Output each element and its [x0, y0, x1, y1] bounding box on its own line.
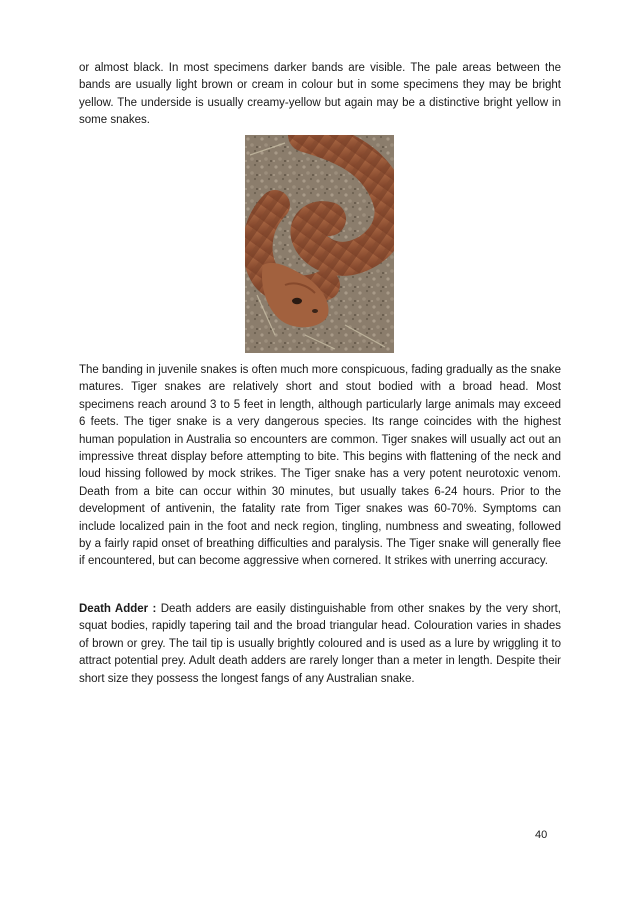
page-number: 40	[535, 829, 548, 841]
paragraph-intro: or almost black. In most specimens darker bands are visible. The pale areas between the bands are usually light brown or cream in colour but in some specimens they may be bright yellow. The underside is usually creamy-yellow but again may be a distinctive bright yellow in some snakes.	[79, 62, 561, 127]
paragraph-tiger-snake: The banding in juvenile snakes is often much more conspicuous, fading gradually as the snake matures. Tiger snakes are relatively short and stout bodied with a broad head. Most specimens reach around 3 to 5 feet in length, although particularly large animals may exceed 6 feets. The tiger snake is a very dangerous species. Its range coincides with the highest human population in Australia so encounters are common. Tiger snakes will usually act out an impressive threat display before attempting to bite. This begins with flattening of the neck and loud hissing followed by mock strikes. The Tiger snake has a very potent neurotoxic venom. Death from a bite can occur within 30 minutes, but usually takes 6-24 hours. Prior to the development of antivenin, the fatality rate from Tiger snakes was 60-70%. Symptoms can include localized pain in the foot and neck region, tingling, numbness and sweating, followed by a fairly rapid onset of breathing difficulties and paralysis. The Tiger snake will generally flee if encountered, but can become aggressive when cornered. It strikes with unerring accuracy.	[79, 364, 562, 568]
death-adder-heading: Death Adder :	[79, 603, 157, 615]
paragraph-death-adder	[79, 601, 561, 688]
snake-photo	[245, 135, 394, 353]
death-adder-body: Death adders are easily distinguishable from other snakes by the very short, squat bodies, rapidly tapering tail and the broad triangular head. Colouration varies in shades of brown or grey. The tail tip is usually brightly coloured and is used as a lure by wriggling it to attract potential prey. Adult death adders are rarely longer than a meter in length. Despite their short size they possess the longest fangs of any Australian snake.	[79, 603, 561, 685]
